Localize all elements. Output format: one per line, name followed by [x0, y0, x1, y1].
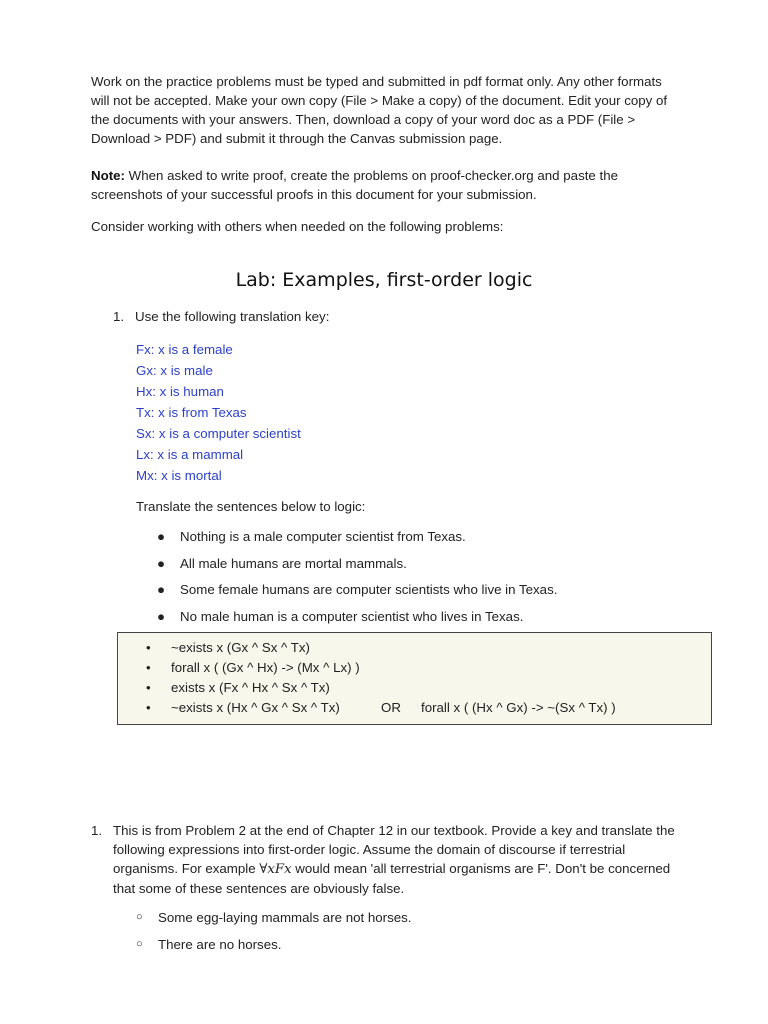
- intro-paragraph: Work on the practice problems must be typed and submitted in pdf format only. Any other formats will not be accepted. Make your own copy (File > Make a copy) of the document. Edit your copy of the documents with your answers. Then, download a copy of your word doc as a PDF (File > Download > PDF) and submit it through the Canvas submission page.: [91, 74, 668, 146]
- instruction-text: Translate the sentences below to logic:: [136, 499, 366, 514]
- or-label: OR: [381, 700, 401, 715]
- circle-bullet-icon: ○: [136, 938, 143, 950]
- sentence-text: Some female humans are computer scientists who live in Texas.: [180, 582, 558, 597]
- bullet-icon: •: [146, 680, 151, 695]
- circle-bullet-icon: ○: [136, 911, 143, 923]
- question-text-start: This is from Problem 2 at the end of Chapter 12 in our textbook. Provide a key and translate the following expressions into first-order logic. Assume the domain of discourse if terrestrial organisms. For example: [113, 823, 675, 876]
- sentence-text: No male human is a computer scientist who lives in Texas.: [180, 608, 524, 624]
- question-number: 1.: [113, 309, 125, 324]
- sub-item-text: Some egg-laying mammals are not horses.: [158, 910, 412, 925]
- key-item: Fx: x is a female: [136, 342, 233, 357]
- formula-example: ∀xFx: [259, 862, 292, 877]
- question-text: Use the following translation key:: [135, 309, 330, 324]
- answer-box: [117, 632, 712, 725]
- key-item: Lx: x is a mammal: [136, 447, 244, 462]
- bullet-icon: ●: [157, 555, 166, 571]
- bullet-icon: •: [146, 660, 151, 675]
- answer-text: ~exists x (Hx ^ Gx ^ Sx ^ Tx): [171, 700, 340, 715]
- page-title: Lab: Examples, first-order logic: [235, 269, 533, 291]
- key-item: Tx: x is from Texas: [136, 405, 247, 420]
- key-item: Hx: x is human: [136, 384, 224, 399]
- note-label: Note:: [91, 168, 125, 183]
- bullet-icon: •: [146, 640, 151, 655]
- key-item: Mx: x is mortal: [136, 468, 222, 483]
- bullet-icon: ●: [157, 529, 166, 544]
- key-item: Gx: x is male: [136, 363, 213, 378]
- sub-item-text: There are no horses.: [158, 937, 282, 952]
- key-item: Sx: x is a computer scientist: [136, 426, 301, 441]
- sentence-text: All male humans are mortal mammals.: [180, 555, 407, 571]
- note-text: When asked to write proof, create the problems on proof-checker.org and paste the screenshots of your successful proofs in this document for your submission.: [91, 168, 618, 202]
- translation-key: [136, 339, 301, 486]
- bullet-icon: ●: [157, 608, 166, 624]
- consider-paragraph: Consider working with others when needed on the following problems:: [91, 219, 504, 234]
- question-number: 1.: [91, 823, 103, 838]
- question-text-end: would mean 'all terrestrial organisms are F'. Don't be concerned that some of these sentences are obviously false.: [113, 861, 671, 896]
- note-paragraph: [91, 166, 681, 204]
- sentence-text: Nothing is a male computer scientist from Texas.: [180, 529, 466, 544]
- bullet-icon: •: [146, 700, 151, 715]
- bullet-icon: ●: [157, 582, 166, 597]
- answer-text: exists x (Fx ^ Hx ^ Sx ^ Tx): [171, 680, 330, 695]
- answer-text: forall x ( (Gx ^ Hx) -> (Mx ^ Lx) ): [171, 660, 360, 675]
- answer-alternative: forall x ( (Hx ^ Gx) -> ~(Sx ^ Tx) ): [421, 700, 616, 715]
- question-text: [113, 821, 688, 898]
- answer-text: ~exists x (Gx ^ Sx ^ Tx): [171, 640, 310, 655]
